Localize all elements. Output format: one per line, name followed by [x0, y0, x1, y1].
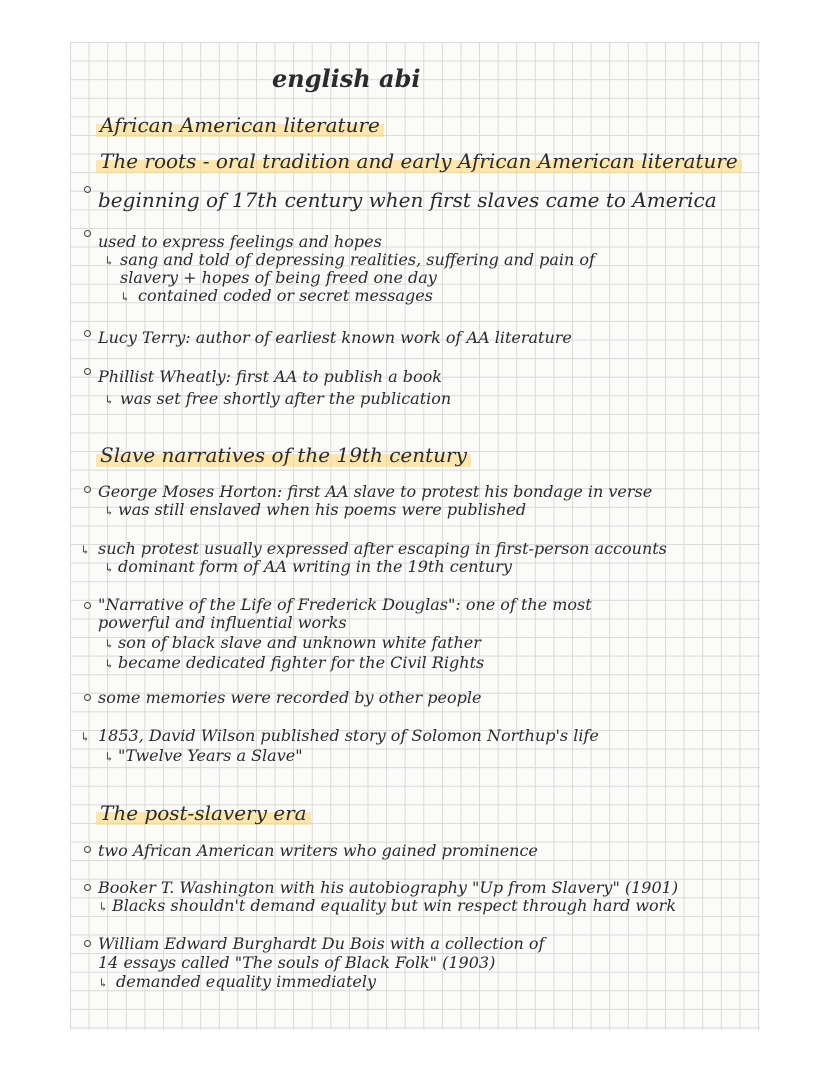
note-line: two African American writers who gained prominence [98, 841, 538, 860]
bullet-marker [84, 230, 91, 237]
note-line: Booker T. Washington with his autobiography "Up from Slavery" (1901) [98, 878, 679, 897]
arrow-icon: ↳ [98, 976, 109, 990]
note-line: William Edward Burghardt Du Bois with a collection of [98, 934, 545, 953]
main-heading: African American literature [96, 116, 384, 134]
bullet-marker [84, 486, 91, 493]
bullet-marker [84, 602, 91, 609]
arrow-icon: ↳ [104, 393, 115, 407]
bullet-marker [84, 940, 91, 947]
note-line: son of black slave and unknown white father [118, 633, 481, 652]
arrow-icon: ↳ [104, 504, 115, 518]
note-line: became dedicated fighter for the Civil Rights [118, 653, 485, 672]
arrow-icon: ↳ [104, 750, 115, 764]
bullet-marker [84, 694, 91, 701]
section-heading-slave-narratives: Slave narratives of the 19th century [96, 446, 471, 464]
bullet-marker [84, 368, 91, 375]
page-title: english abi [272, 64, 421, 93]
note-line: slavery + hopes of being freed one day [120, 268, 437, 287]
bullet-marker [84, 846, 91, 853]
note-line: some memories were recorded by other people [98, 688, 482, 707]
note-line: was set free shortly after the publication [120, 389, 452, 408]
arrow-icon: ↳ [80, 543, 91, 557]
note-line: "Twelve Years a Slave" [118, 746, 303, 765]
note-line: powerful and influential works [98, 613, 347, 632]
note-line: 14 essays called "The souls of Black Folk" (1903) [98, 953, 496, 972]
arrow-icon: ↳ [98, 900, 109, 914]
note-line: sang and told of depressing realities, suffering and pain of [120, 250, 595, 269]
note-line: dominant form of AA writing in the 19th century [118, 557, 512, 576]
arrow-icon: ↳ [80, 730, 91, 744]
note-line: Blacks shouldn't demand equality but win respect through hard work [112, 896, 677, 915]
section-heading-roots: The roots - oral tradition and early African American literature [96, 152, 742, 170]
arrow-icon: ↳ [104, 254, 115, 268]
note-line: such protest usually expressed after escaping in first-person accounts [98, 539, 667, 558]
arrow-icon: ↳ [104, 561, 115, 575]
note-line: George Moses Horton: first AA slave to protest his bondage in verse [98, 482, 653, 501]
note-line: Lucy Terry: author of earliest known work of AA literature [98, 328, 572, 347]
note-line: demanded equality immediately [116, 972, 376, 991]
bullet-marker [84, 330, 91, 337]
bullet-marker [84, 186, 91, 193]
note-line: used to express feelings and hopes [98, 232, 382, 251]
note-line: Phillist Wheatly: first AA to publish a book [98, 367, 442, 386]
bullet-marker [84, 884, 91, 891]
note-line: beginning of 17th century when first slaves came to America [98, 188, 717, 212]
arrow-icon: ↳ [120, 290, 131, 304]
arrow-icon: ↳ [104, 657, 115, 671]
note-line: 1853, David Wilson published story of Solomon Northup's life [98, 726, 599, 745]
section-heading-post-slavery: The post-slavery era [96, 804, 311, 822]
arrow-icon: ↳ [104, 637, 115, 651]
note-line: was still enslaved when his poems were published [118, 500, 527, 519]
note-line: "Narrative of the Life of Frederick Douglas": one of the most [98, 595, 592, 614]
note-line: contained coded or secret messages [138, 286, 433, 305]
